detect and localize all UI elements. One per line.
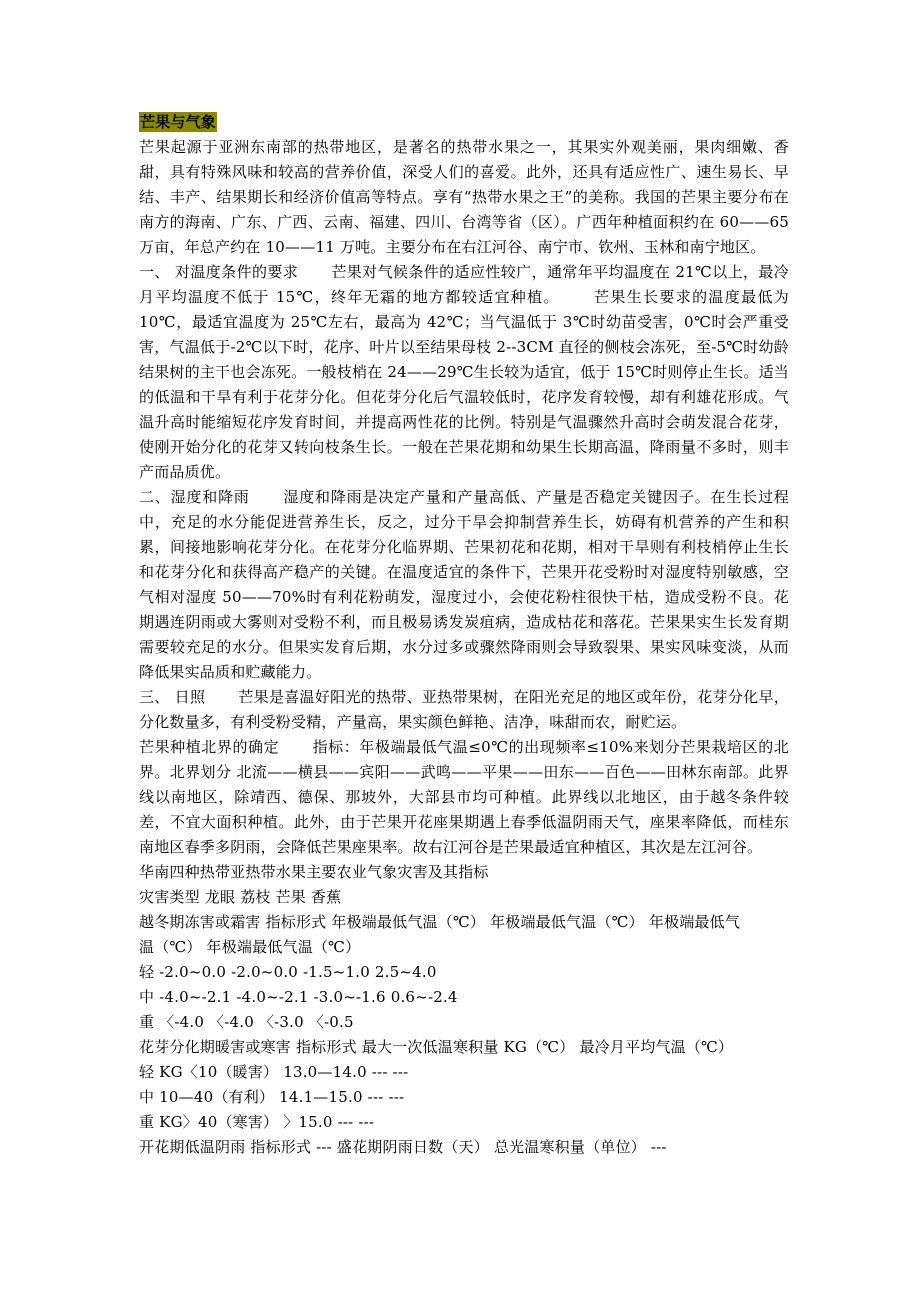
- north-boundary-heading: 芒果种植北界的确定: [139, 738, 280, 756]
- sunlight-heading: 三、 日照: [139, 688, 206, 706]
- table-line: 花芽分化期暖害或寒害 指标形式 最大一次低温寒积量 KG（℃） 最冷月平均气温（℃）: [139, 1038, 734, 1056]
- table-line: 华南四种热带亚热带水果主要农业气象灾害及其指标: [139, 863, 489, 881]
- intro-paragraph: 芒果起源于亚洲东南部的热带地区，是著名的热带水果之一，其果实外观美丽，果肉细嫩、香甜，具有特殊风味和较高的营养价值，深受人们的喜爱。此外，还具有适应性广、速生易长、早结、丰产、结果期长和经济价值高等特点。享有“热带水果之王”的美称。我国的芒果主要分布在南方的海南、广东、广西、云南、福建、四川、台湾等省（区）。广西年种植面积约在 60——65 万亩，年总产约在 10——11 万吨。主要分布在右江河谷、南宁市、钦州、玉林和南宁地区。: [139, 138, 789, 256]
- temperature-body: 芒果对气候条件的适应性较广，通常年平均温度在 21℃以上，最冷月平均温度不低于 15℃，终年无霜的地方都较适宜种植。: [139, 263, 789, 306]
- page-title: 芒果与气象: [140, 113, 217, 131]
- humidity-heading: 二、湿度和降雨: [139, 488, 250, 506]
- humidity-section: [139, 485, 789, 685]
- table-line: 温（℃） 年极端最低气温（℃）: [139, 938, 361, 956]
- table-line: 轻 -2.0~0.0 -2.0~0.0 -1.5~1.0 2.5~4.0: [139, 963, 437, 981]
- table-line: 开花期低温阴雨 指标形式 --- 盛花期阴雨日数（天） 总光温寒积量（单位） ---: [139, 1138, 667, 1156]
- table-line: 轻 KG〈10（暖害） 13.0—14.0 --- ---: [139, 1063, 409, 1081]
- table-line: 灾害类型 龙眼 荔枝 芒果 香蕉: [139, 888, 342, 906]
- table-line: 越冬期冻害或霜害 指标形式 年极端最低气温（℃） 年极端最低气温（℃） 年极端最低气: [139, 913, 741, 931]
- table-line: 重 〈-4.0 〈-4.0 〈-3.0 〈-0.5: [139, 1013, 354, 1031]
- north-boundary-body: 指标：年极端最低气温≤0℃的出现频率≤10%来划分芒果栽培区的北界。北界划分 北流——横县——宾阳——武鸣——平果——田东——百色——田林东南部。此界线以南地区，除靖西、德保、那坡外，大部县市均可种植。此界线以北地区，由于越冬条件较差，不宜大面积种植。此外，由于芒果开花座果期遇上春季低温阴雨天气，座果率降低，而桂东南地区春季多阴雨，会降低芒果座果率。故右江河谷是芒果最适宜种植区，其次是左江河谷。: [139, 738, 789, 856]
- sunlight-body: 芒果是喜温好阳光的热带、亚热带果树，在阳光充足的地区或年份，花芽分化早，分化数量多，有利受粉受精，产量高，果实颜色鲜艳、洁净，味甜而农，耐贮运。: [139, 688, 789, 731]
- humidity-body: 湿度和降雨是决定产量和产量高低、产量是否稳定关键因子。在生长过程中，充足的水分能促进营养生长，反之，过分干旱会抑制营养生长，妨碍有机营养的产生和积累，间接地影响花芽分化。在花芽分化临界期、芒果初花和花期，相对干旱则有利枝梢停止生长和花芽分化和获得高产稳产的关键。在温度适宜的条件下，芒果开花受粉时对湿度特别敏感，空气相对湿度 50——70%时有利花粉萌发，湿度过小，会使花粉柱很快干枯，造成受粉不良。花期遇连阴雨或大雾则对受粉不利，而且极易诱发炭疽病，造成枯花和落花。芒果果实生长发育期需要较充足的水分。但果实发育后期，水分过多或骤然降雨则会导致裂果、果实风味变淡，从而降低果实品质和贮藏能力。: [139, 488, 789, 681]
- north-boundary-section: [139, 735, 789, 860]
- table-line: 重 KG〉40（寒害） 〉15.0 --- ---: [139, 1113, 375, 1131]
- document-page: [139, 110, 789, 1160]
- table-line: 中 -4.0~-2.1 -4.0~-2.1 -3.0~-1.6 0.6~-2.4: [139, 988, 458, 1006]
- table-line: 中 10—40（有利） 14.1—15.0 --- ---: [139, 1088, 405, 1106]
- temperature-section: [139, 260, 789, 485]
- sunlight-section: [139, 685, 789, 735]
- temperature-heading: 一、 对温度条件的要求: [139, 263, 299, 281]
- temperature-body-2: 芒果生长要求的温度最低为 10℃，最适宜温度为 25℃左右，最高为 42℃；当气温低于 3℃时幼苗受害，0℃时会严重受害，气温低于-2℃以下时，花序、叶片以至结果母枝 2--3CM 直径的侧枝会冻死，至-5℃时幼龄结果树的主干也会冻死。一般枝梢在 24——29℃生长较为适宜，低于 15℃时则停止生长。适当的低温和干旱有利于花芽分化。但花芽分化后气温较低时，花序发育较慢，却有利雄花形成。气温升高时能缩短花序发育时间，并提高两性花的比例。特别是气温骤然升高时会萌发混合花芽，使刚开始分化的花芽又转向枝条生长。一般在芒果花期和幼果生长期高温，降雨量不多时，则丰产而品质优。: [139, 288, 789, 481]
